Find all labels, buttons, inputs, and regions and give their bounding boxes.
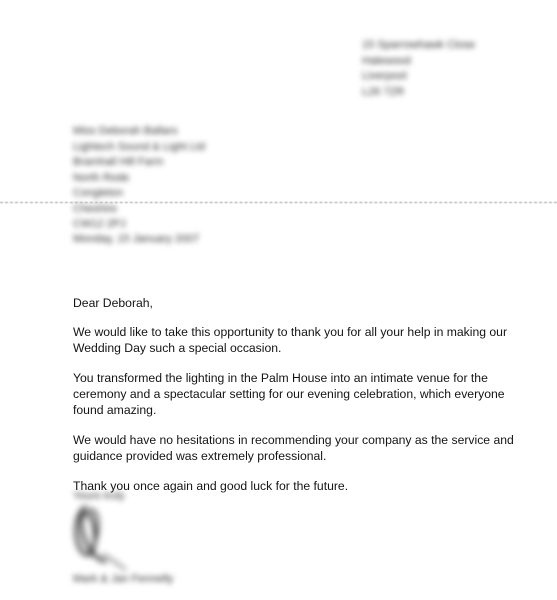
sender-address	[362, 38, 475, 100]
sender-address-line: 15 Sparrowhawk Close	[362, 39, 476, 51]
recipient-address	[73, 124, 205, 233]
letter-body	[73, 295, 523, 508]
fold-line	[0, 202, 557, 203]
body-paragraph: We would have no hesitations in recommending your company as the service and guidance provided was extremely professional.	[73, 433, 514, 463]
recipient-address-line: North Rode	[73, 171, 130, 184]
sender-address-line: Liverpool	[362, 70, 407, 82]
body-paragraph: Thank you once again and good luck for the future.	[73, 479, 349, 493]
signatory-name: Mark & Jan Fennelly	[73, 573, 174, 585]
handwritten-signature	[66, 500, 136, 572]
recipient-address-line: CW12 2PJ	[73, 218, 126, 230]
recipient-address-line: Cheshire	[73, 202, 118, 215]
salutation: Dear Deborah,	[73, 296, 153, 310]
closing: Yours truly	[73, 490, 125, 502]
sender-address-line: L26 7ZR	[362, 85, 405, 98]
body-paragraph: We would like to take this opportunity to thank you for all your help in making our Wedding Day such a special occasion.	[73, 325, 508, 355]
sender-address-line: Halewood	[362, 54, 411, 67]
recipient-address-line: Congleton	[73, 187, 124, 199]
body-paragraph: You transformed the lighting in the Palm House into an intimate venue for the ceremony and a spectacular setting for our evening celebration, which everyone found amazing.	[73, 371, 505, 417]
recipient-address-line: Lightech Sound & Light Ltd	[73, 140, 206, 153]
recipient-address-line: Bramhall Hill Farm	[73, 156, 164, 168]
letter-date: Monday, 15 January 2007	[73, 233, 200, 245]
recipient-address-line: Miss Deborah Ballars	[73, 125, 178, 137]
